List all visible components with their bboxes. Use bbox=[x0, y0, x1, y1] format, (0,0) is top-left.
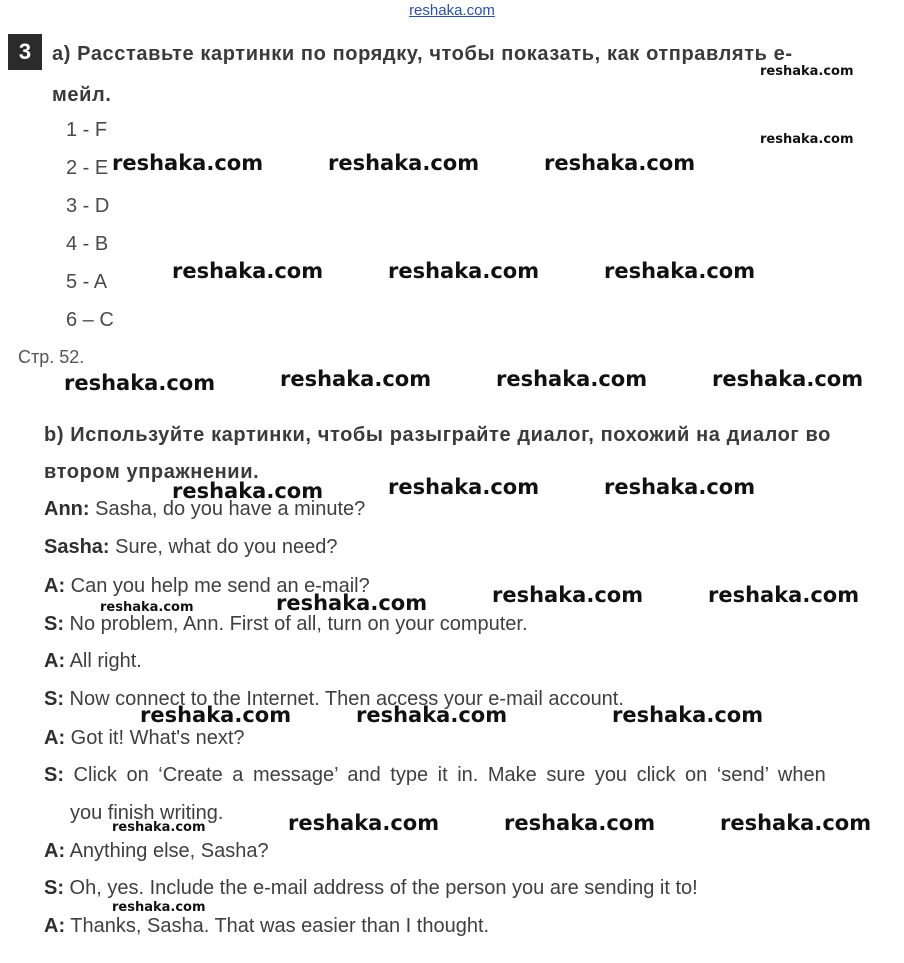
dialogue-text: Sure, what do you need? bbox=[109, 536, 338, 558]
dialogue-line bbox=[44, 840, 269, 863]
dialogue-text: All right. bbox=[65, 650, 142, 672]
watermark-small: reshaka.com bbox=[100, 600, 194, 615]
watermark-small: reshaka.com bbox=[760, 132, 854, 147]
watermark: reshaka.com bbox=[276, 591, 428, 615]
watermark-small: reshaka.com bbox=[112, 820, 206, 835]
dialogue-speaker: A: bbox=[44, 650, 66, 672]
dialogue-speaker: A: bbox=[44, 840, 66, 862]
dialogue-text: Got it! What's next? bbox=[65, 727, 245, 749]
answer-item: 5 - A bbox=[66, 271, 108, 293]
exercise-number-badge: 3 bbox=[8, 34, 42, 70]
dialogue-speaker: S: bbox=[44, 764, 64, 786]
dialogue-line bbox=[44, 877, 698, 900]
dialogue-speaker: S: bbox=[44, 613, 64, 635]
watermark: reshaka.com bbox=[544, 151, 696, 175]
dialogue-line bbox=[44, 688, 624, 711]
dialogue-speaker: A: bbox=[44, 915, 66, 937]
dialogue-line bbox=[44, 727, 245, 750]
watermark: reshaka.com bbox=[388, 475, 540, 499]
watermark: reshaka.com bbox=[612, 703, 764, 727]
answer-item: 2 - E bbox=[66, 157, 109, 179]
dialogue-speaker: A: bbox=[44, 727, 66, 749]
dialogue-line bbox=[44, 613, 528, 636]
watermark: reshaka.com bbox=[140, 703, 292, 727]
watermark: reshaka.com bbox=[720, 811, 872, 835]
site-header-link[interactable]: reshaka.com bbox=[409, 2, 495, 19]
watermark: reshaka.com bbox=[492, 583, 644, 607]
dialogue-line bbox=[44, 764, 826, 787]
watermark: reshaka.com bbox=[504, 811, 656, 835]
dialogue-text: Now connect to the Internet. Then access your e-mail account. bbox=[64, 688, 624, 710]
dialogue-text: Anything else, Sasha? bbox=[65, 840, 269, 862]
watermark: reshaka.com bbox=[496, 367, 648, 391]
part-b-instruction-line2: втором упражнении. bbox=[44, 461, 260, 483]
dialogue-speaker: S: bbox=[44, 688, 64, 710]
watermark: reshaka.com bbox=[356, 703, 508, 727]
dialogue-speaker: A: bbox=[44, 575, 66, 597]
dialogue-text: Can you help me send an e-mail? bbox=[65, 575, 370, 597]
watermark: reshaka.com bbox=[172, 479, 324, 503]
dialogue-text: No problem, Ann. First of all, turn on your computer. bbox=[64, 613, 528, 635]
answer-item: 6 – C bbox=[66, 309, 114, 331]
watermark: reshaka.com bbox=[328, 151, 480, 175]
watermark: reshaka.com bbox=[64, 371, 216, 395]
watermark: reshaka.com bbox=[388, 259, 540, 283]
watermark: reshaka.com bbox=[280, 367, 432, 391]
dialogue-speaker: Ann: bbox=[44, 498, 90, 520]
watermark: reshaka.com bbox=[604, 475, 756, 499]
answer-item: 1 - F bbox=[66, 119, 108, 141]
watermark: reshaka.com bbox=[604, 259, 756, 283]
dialogue-text: Sasha, do you have a minute? bbox=[89, 498, 366, 520]
dialogue-line bbox=[44, 536, 338, 559]
part-b-instruction-line1: b) Используйте картинки, чтобы разыграйте диалог, похожий на диалог во bbox=[44, 424, 831, 446]
answer-item: 4 - B bbox=[66, 233, 109, 255]
dialogue-text: Click on ‘Create a message’ and type it in. Make sure you click on ‘send’ when bbox=[64, 764, 826, 786]
dialogue-text: you finish writing. bbox=[70, 802, 224, 824]
watermark: reshaka.com bbox=[288, 811, 440, 835]
page-reference: Стр. 52. bbox=[18, 347, 85, 367]
watermark: reshaka.com bbox=[172, 259, 324, 283]
dialogue-text: Oh, yes. Include the e-mail address of the person you are sending it to! bbox=[64, 877, 698, 899]
dialogue-line bbox=[44, 650, 142, 673]
part-a-instruction-line2: мейл. bbox=[52, 84, 112, 106]
watermark: reshaka.com bbox=[712, 367, 864, 391]
part-a-instruction-line1: a) Расставьте картинки по порядку, чтобы показать, как отправлять е- bbox=[52, 43, 793, 65]
dialogue-speaker: Sasha: bbox=[44, 536, 110, 558]
dialogue-speaker: S: bbox=[44, 877, 64, 899]
dialogue-text: Thanks, Sasha. That was easier than I thought. bbox=[65, 915, 490, 937]
answer-item: 3 - D bbox=[66, 195, 110, 217]
watermark-small: reshaka.com bbox=[760, 64, 854, 79]
watermark-small: reshaka.com bbox=[112, 900, 206, 915]
dialogue-line bbox=[44, 915, 489, 938]
watermark: reshaka.com bbox=[708, 583, 860, 607]
watermark: reshaka.com bbox=[112, 151, 264, 175]
